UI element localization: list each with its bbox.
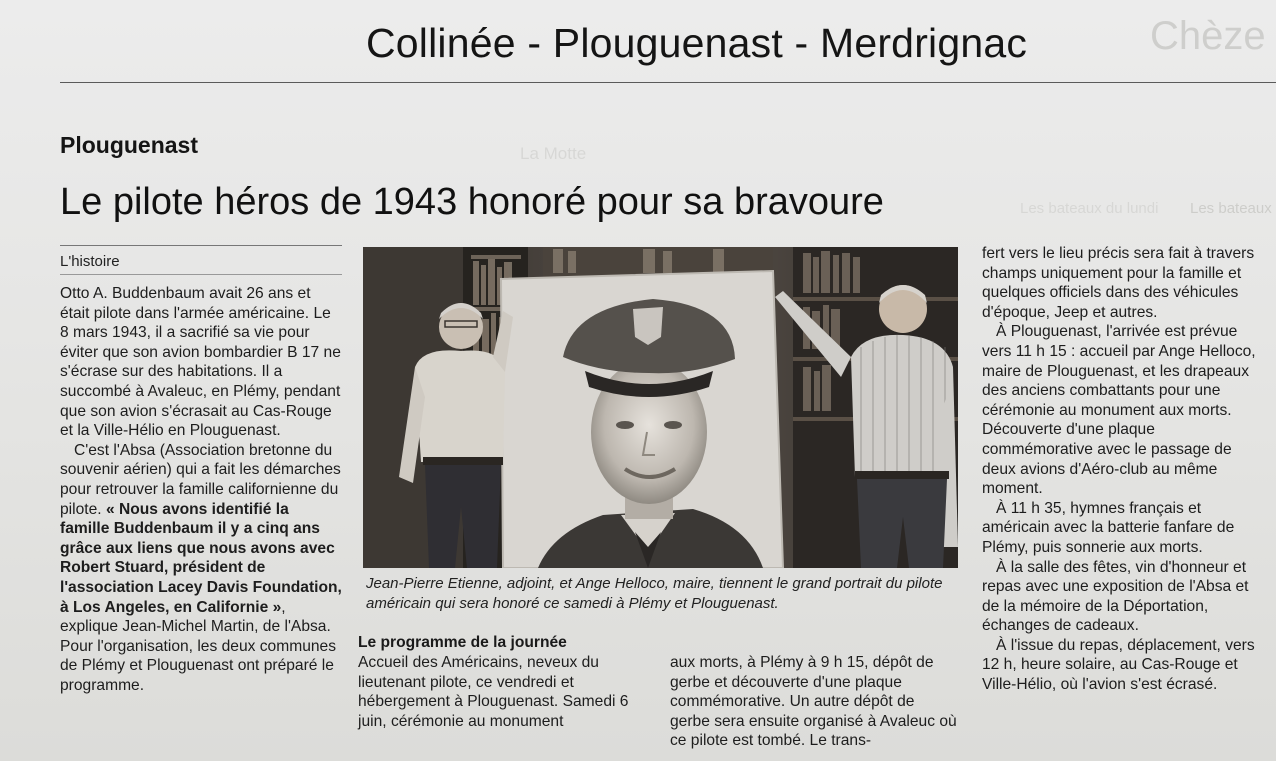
ghost-right-line: Les bateaux [1190, 200, 1272, 217]
article-photo [363, 247, 958, 568]
programme-paragraph-4: À la salle des fêtes, vin d'honneur et repas avec une exposition de l'Absa et de la mémoire de la Déportation, échanges de cadeaux. [982, 558, 1249, 635]
story-p2-start: C'est l'Absa (Association bretonne du souvenir aérien) qui a fait les démarches pour retrouver la famille californienne du pilote. [60, 441, 341, 518]
programme-text-1: Accueil des Américains, neveux du lieutenant pilote, ce vendredi et hébergement à Plouguenast. Samedi 6 juin, cérémonie au monument [358, 654, 629, 730]
ghost-mid-word: La Motte [520, 144, 587, 163]
programme-column-2 [670, 653, 958, 751]
header-rule [60, 82, 1276, 83]
story-quote: « Nous avons identifié la famille Buddenbaum il y a cinq ans grâce aux liens que nous avons avec Robert Stuard, président de l'association Lacey Davis Foundation, à Los Angeles, en Californie » [60, 500, 342, 616]
article-kicker: Plouguenast [60, 132, 199, 158]
ghost-mid-line: Les bateaux du lundi [1020, 200, 1159, 217]
ghost-right-title: Chèze [1150, 14, 1266, 58]
programme-paragraph-2: À Plouguenast, l'arrivée est prévue vers 11 h 15 : accueil par Ange Helloco, maire de Plouguenast, et les drapeaux des anciens combattants pour une cérémonie au monument aux morts. Découverte d'une plaque commémorative avec le passage de deux avions d'Aéro-club au même moment. [982, 323, 1256, 498]
section-title: Collinée - Plouguenast - Merdrignac [366, 20, 1028, 66]
story-paragraph-1: Otto A. Buddenbaum avait 26 ans et était pilote dans l'armée américaine. Le 8 mars 1943, il a sacrifié sa vie pour éviter que son avion bombardier B 17 ne s'écrase sur des habitations. Il a succombé à Avaleuc, en Plémy, pendant que son avion s'écrasait au Cas-Rouge et la Ville-Hélio en Plouguenast. [60, 285, 341, 440]
story-column-1 [60, 284, 342, 695]
programme-column-1 [358, 653, 654, 731]
programme-column-3 [982, 244, 1260, 695]
box-label: L'histoire [60, 253, 120, 270]
programme-title: Le programme de la journée [358, 634, 567, 651]
photo-caption: Jean-Pierre Etienne, adjoint, et Ange Helloco, maire, tiennent le grand portrait du pilote américain qui sera honoré ce samedi à Plémy et Plouguenast. [366, 575, 943, 612]
story-p2-end: , explique Jean-Michel Martin, de l'Absa. Pour l'organisation, les deux communes de Plémy et Plouguenast ont préparé le programme. [60, 598, 337, 694]
box-rule-bottom [60, 274, 342, 275]
programme-paragraph-1: fert vers le lieu précis sera fait à travers champs uniquement pour la famille et quelques officiels dans des véhicules d'époque, Jeep et autres. [982, 245, 1255, 321]
programme-text-2: aux morts, à Plémy à 9 h 15, dépôt de gerbe et découverte d'une plaque commémorative. Un autre dépôt de gerbe sera ensuite organisé à Avaleuc où ce pilote est tombé. Le trans- [670, 654, 957, 750]
programme-paragraph-5: À l'issue du repas, déplacement, vers 12 h, heure solaire, au Cas-Rouge et Ville-Hélio, où l'avion s'est écrasé. [982, 636, 1255, 694]
story-paragraph-2 [60, 441, 342, 696]
photo-illustration [363, 247, 958, 568]
article-headline: Le pilote héros de 1943 honoré pour sa bravoure [60, 181, 884, 223]
programme-paragraph-3: À 11 h 35, hymnes français et américain avec la batterie fanfare de Plémy, puis sonnerie aux morts. [982, 499, 1235, 556]
box-rule-top [60, 245, 342, 246]
